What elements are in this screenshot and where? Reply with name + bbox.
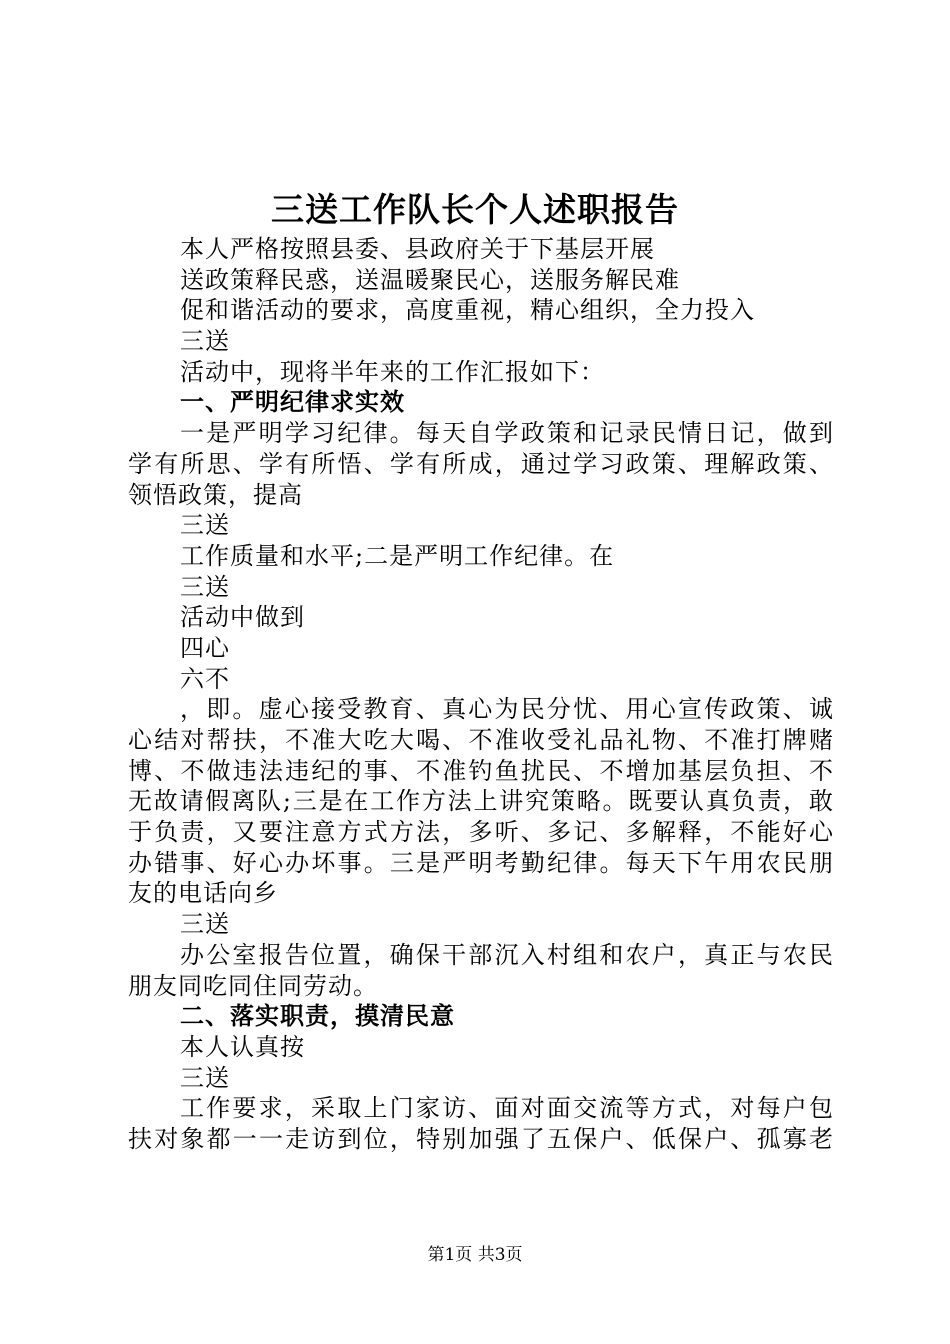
paragraph-line: ，即。虚心接受教育、真心为民分忧、用心宣传政策、诚	[180, 695, 833, 724]
section-heading: 一、严明纪律求实效	[180, 388, 405, 417]
paragraph-line: 扶对象都一一走访到位，特别加强了五保户、低保户、孤寡老	[128, 1124, 833, 1153]
paragraph-line: 本人认真按	[180, 1032, 305, 1061]
paragraph-line: 六不	[180, 664, 230, 693]
paragraph-line: 学有所思、学有所悟、学有所成，通过学习政策、理解政策、	[128, 449, 833, 478]
paragraph-line: 无故请假离队;三是在工作方法上讲究策略。既要认真负责，敢	[128, 787, 833, 816]
paragraph-line: 朋友同吃同住同劳动。	[128, 971, 378, 1000]
page-number-footer: 第1页 共3页	[427, 1245, 523, 1265]
section-heading: 二、落实职责，摸清民意	[180, 1002, 455, 1031]
paragraph-line: 活动中做到	[180, 603, 305, 632]
paragraph-line: 三送	[180, 572, 230, 601]
paragraph-line: 三送	[180, 1063, 230, 1092]
paragraph-line: 四心	[180, 633, 230, 662]
paragraph-line: 心结对帮扶，不准大吃大喝、不准收受礼品礼物、不准打牌赌	[128, 726, 833, 754]
paragraph-line: 送政策释民惑，送温暖聚民心，送服务解民难	[180, 265, 680, 294]
paragraph-line: 活动中，现将半年来的工作汇报如下：	[180, 357, 605, 386]
paragraph-line: 一是严明学习纪律。每天自学政策和记录民情日记，做到	[180, 419, 833, 448]
paragraph-line: 本人严格按照县委、县政府关于下基层开展	[180, 235, 655, 263]
paragraph-line: 办错事、好心办坏事。三是严明考勤纪律。每天下午用农民朋	[128, 848, 833, 877]
paragraph-line: 于负责，又要注意方式方法，多听、多记、多解释，不能好心	[128, 818, 833, 847]
document-body	[128, 234, 833, 1155]
document-title: 三送工作队长个人述职报告	[271, 190, 679, 229]
paragraph-line: 领悟政策，提高	[128, 480, 303, 509]
paragraph-line: 工作要求，采取上门家访、面对面交流等方式，对每户包	[180, 1094, 833, 1123]
paragraph-line: 三送	[180, 511, 230, 540]
paragraph-line: 促和谐活动的要求，高度重视，精心组织，全力投入	[180, 296, 755, 325]
paragraph-line: 友的电话向乡	[128, 879, 278, 908]
paragraph-line: 三送	[180, 910, 230, 939]
paragraph-line: 办公室报告位置，确保干部沉入村组和农户，真正与农民	[180, 940, 833, 969]
paragraph-line: 博、不做违法违纪的事、不准钓鱼扰民、不增加基层负担、不	[128, 756, 833, 785]
paragraph-line: 工作质量和水平;二是严明工作纪律。在	[180, 541, 615, 570]
paragraph-line: 三送	[180, 327, 230, 356]
